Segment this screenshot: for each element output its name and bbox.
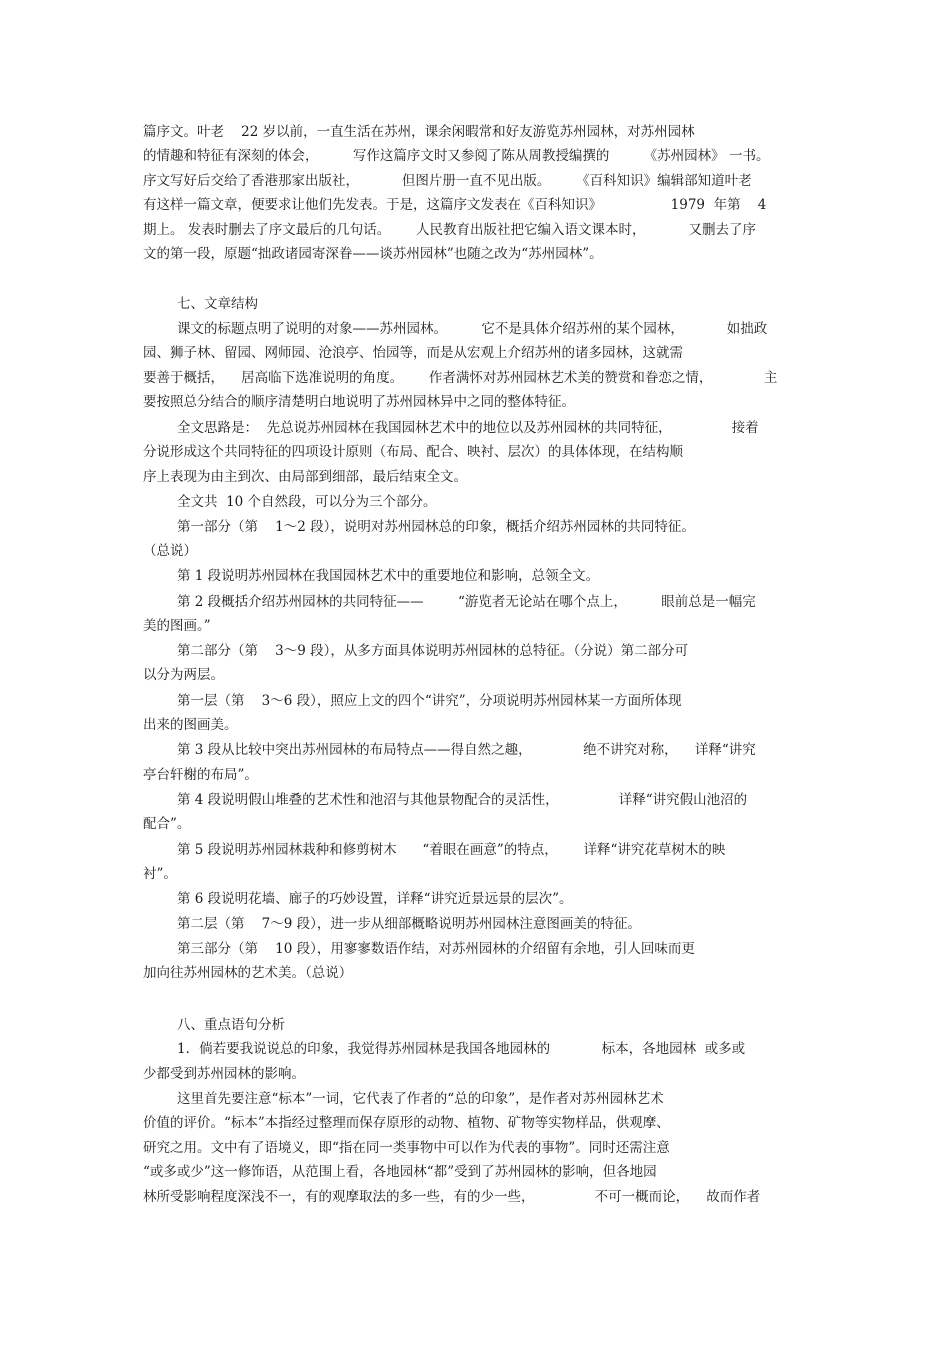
text-line: 有这样一篇文章，便要求让他们先发表。于是，这篇序文发表在《百科知识》 1979 年第 4 [143,197,767,213]
text-line: 序上表现为由主到次、由局部到细部，最后结束全文。 [143,469,467,485]
text-line: （总说） [143,543,197,559]
text-line: 篇序文。叶老 22 岁以前，一直生活在苏州，课余闲暇常和好友游览苏州园林，对苏州园林 [143,124,695,140]
text-line: 价值的评价。“标本”本指经过整理而保存原形的动物、植物、矿物等实物样品，供观摩、 [143,1115,670,1131]
text-line: 第 2 段概括介绍苏州园林的共同特征—— “游览者无论站在哪个点上， 眼前总是一幅完 [177,594,756,610]
text-line: 园、狮子林、留园、网师园、沧浪亭、怡园等，而是从宏观上介绍苏州的诸多园林，这就需 [143,345,683,361]
text-line: “或多或少”这一修饰语，从范围上看，各地园林“都”受到了苏州园林的影响，但各地园 [143,1164,657,1180]
text-line: 文的第一段，原题“拙政诸园寄深眷——谈苏州园林”也随之改为“苏州园林”。 [143,246,603,262]
text-line: 这里首先要注意“标本”一词，它代表了作者的“总的印象”，是作者对苏州园林艺术 [177,1091,664,1107]
text-line: 第 3 段从比较中突出苏州园林的布局特点——得自然之趣， 绝不讲究对称， 详释“讲究 [177,742,756,758]
text-line: 第二部分（第 3～9 段），从多方面具体说明苏州园林的总特征。（分说）第二部分可 [177,643,689,659]
text-line: 亭台轩榭的布局”。 [143,767,258,783]
text-line: 衬”。 [143,866,177,882]
text-line: 分说形成这个共同特征的四项设计原则（布局、配合、映衬、层次）的具体体现，在结构顺 [143,444,683,460]
text-line: 要按照总分结合的顺序清楚明白地说明了苏州园林异中之同的整体特征。 [143,394,575,410]
text-line: 第 5 段说明苏州园林栽种和修剪树木 “着眼在画意”的特点， 详释“讲究花草树木的映 [177,842,726,858]
text-line: 1．倘若要我说说总的印象，我觉得苏州园林是我国各地园林的 标本，各地园林 或多或 [177,1041,746,1057]
text-line: 第一部分（第 1～2 段），说明对苏州园林总的印象，概括介绍苏州园林的共同特征。 [177,519,695,535]
text-line: 第 6 段说明花墙、廊子的巧妙设置，详释“讲究近景远景的层次”。 [177,891,573,907]
text-line: 要善于概括， 居高临下选准说明的角度。 作者满怀对苏州园林艺术美的赞赏和眷恋之情， 主 [143,370,778,386]
text-line: 第 1 段说明苏州园林在我国园林艺术中的重要地位和影响，总领全文。 [177,568,600,584]
text-line: 研究之用。文中有了语境义，即“指在同一类事物中可以作为代表的事物”。同时还需注意 [143,1140,670,1156]
text-line: 配合”。 [143,816,191,832]
text-line: 第三部分（第 10 段），用寥寥数语作结，对苏州园林的介绍留有余地，引人回味而更 [177,941,695,957]
text-line: 少都受到苏州园林的影响。 [143,1066,305,1082]
text-line: 林所受影响程度深浅不一，有的观摩取法的多一些，有的少一些， 不可一概而论， 故而作者 [143,1189,761,1205]
text-line: 全文思路是： 先总说苏州园林在我国园林艺术中的地位以及苏州园林的共同特征， 接着 [177,420,759,436]
text-line: 课文的标题点明了说明的对象——苏州园林。 它不是具体介绍苏州的某个园林， 如拙政 [177,321,768,337]
text-line: 第 4 段说明假山堆叠的艺术性和池沼与其他景物配合的灵活性， 详释“讲究假山池沼的 [177,792,748,808]
text-line: 加向往苏州园林的艺术美。（总说） [143,965,353,981]
text-line: 第一层（第 3～6 段），照应上文的四个“讲究”，分项说明苏州园林某一方面所体现 [177,693,682,709]
text-line: 以分为两层。 [143,667,224,683]
section-heading: 八、重点语句分析 [177,1017,285,1033]
text-line: 出来的图画美。 [143,717,238,733]
text-line: 全文共 10 个自然段，可以分为三个部分。 [177,494,437,510]
text-line: 期上。 发表时删去了序文最后的几句话。 人民教育出版社把它编入语文课本时， 又删去了序 [143,222,756,238]
text-line: 第二层（第 7～9 段），进一步从细部概略说明苏州园林注意图画美的特征。 [177,916,641,932]
text-line: 序文写好后交给了香港那家出版社， 但图片册一直不见出版。 《百科知识》编辑部知道叶老 [143,173,752,189]
text-line: 的情趣和特征有深刻的体会， 写作这篇序文时又参阅了陈从周教授编撰的 《苏州园林》 一书。 [143,148,770,164]
section-heading: 七、文章结构 [177,296,258,312]
text-line: 美的图画。” [143,618,211,634]
